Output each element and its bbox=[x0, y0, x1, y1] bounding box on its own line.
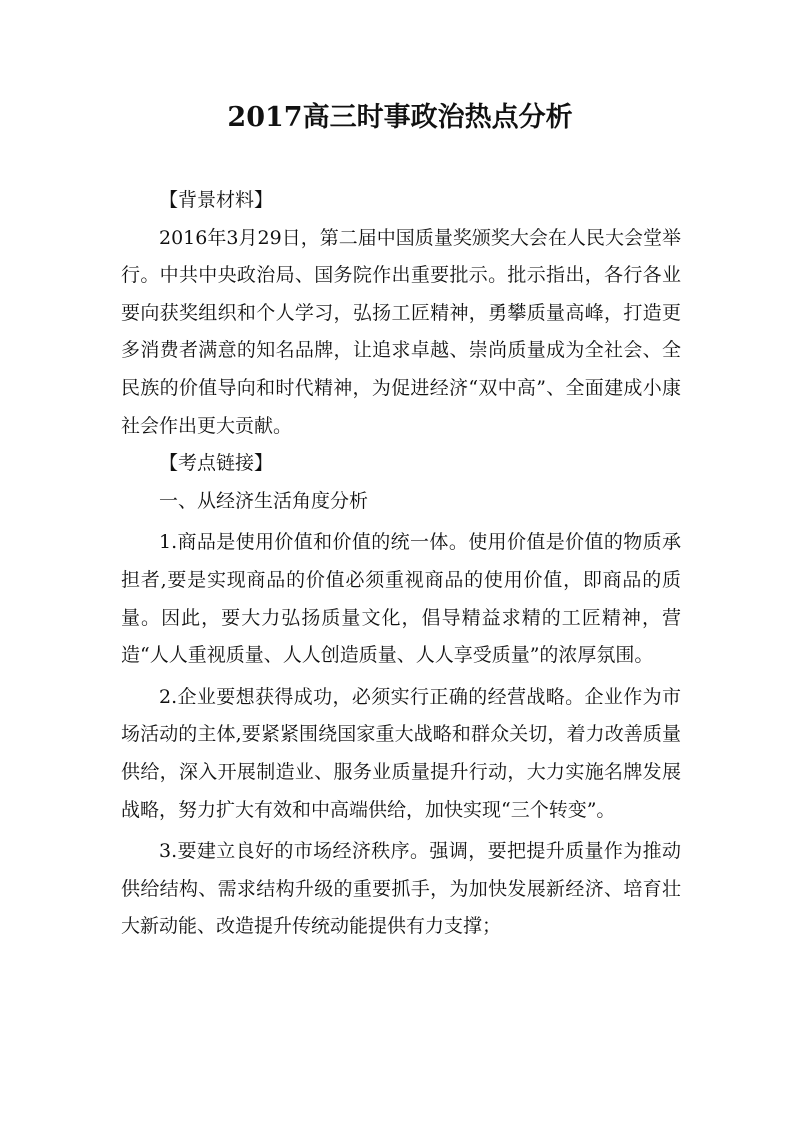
paragraph-background: 2016年3月29日，第二届中国质量奖颁奖大会在人民大会堂举行。中共中央政治局、国务院作出重要批示。批示指出，各行各业要向获奖组织和个人学习，弘扬工匠精神，勇攀质量高峰，打造更多消费者满意的知名品牌，让追求卓越、崇尚质量成为全社会、全民族的价值导向和时代精神，为促进经济“双中高”、全面建成小康社会作出更大贡献。 bbox=[121, 226, 681, 437]
page-title: 2017高三时事政治热点分析 bbox=[227, 102, 573, 133]
subheading-economic-life: 一、从经济生活角度分析 bbox=[159, 489, 369, 512]
paragraph-point-2: 2.企业要想获得成功，必须实行正确的经营战略。企业作为市场活动的主体,要紧紧围绕国家重大战略和群众关切，着力改善质量供给，深入开展制造业、服务业质量提升行动，大力实施名牌发展战略，努力扩大有效和中高端供给，加快实现“三个转变”。 bbox=[121, 685, 681, 821]
section-heading-background: 【背景材料】 bbox=[159, 189, 274, 211]
paragraph-point-3: 3.要建立良好的市场经济秩序。强调，要把提升质量作为推动供给结构、需求结构升级的重要抓手，为加快发展新经济、培育壮大新动能、改造提升传统动能提供有力支撑； bbox=[121, 840, 681, 938]
document-body bbox=[121, 182, 681, 946]
section-heading-exam-points: 【考点链接】 bbox=[159, 452, 274, 475]
paragraph-point-1: 1.商品是使用价值和价值的统一体。使用价值是价值的物质承担者,要是实现商品的价值必须重视商品的使用价值，即商品的质量。因此，要大力弘扬质量文化，倡导精益求精的工匠精神，营造“人人重视质量、人人创造质量、人人享受质量”的浓厚氛围。 bbox=[121, 531, 681, 667]
